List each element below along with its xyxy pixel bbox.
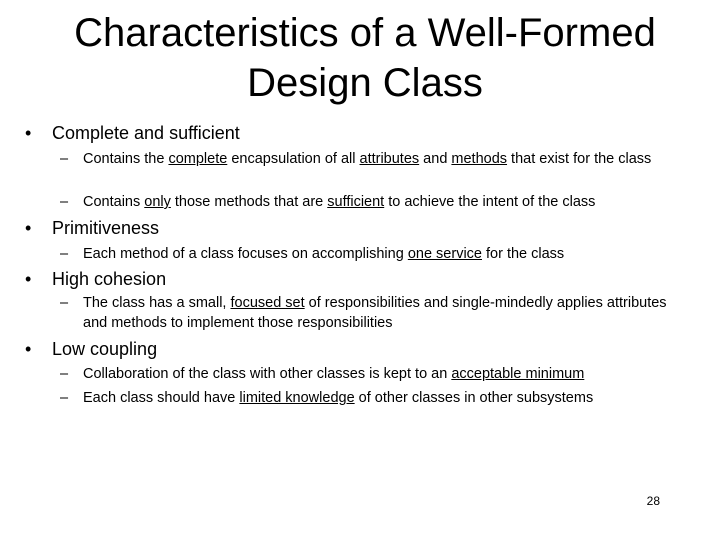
underlined-text: only: [144, 194, 171, 210]
text-run: for the class: [481, 246, 565, 262]
dash-marker: –: [60, 295, 69, 311]
text-run: those methods that are: [170, 194, 328, 210]
sub-bullet-text: [60, 193, 680, 213]
bullet-marker: •: [25, 218, 32, 238]
bullet-label: Complete and sufficient: [52, 123, 240, 143]
bullet-label: Primitiveness: [52, 218, 160, 238]
underlined-text: sufficient: [327, 194, 385, 210]
dash-marker: –: [60, 246, 69, 262]
sub-bullet-one-service: [60, 245, 680, 265]
sub-bullet-text: [60, 389, 680, 409]
dash-marker: –: [60, 194, 69, 210]
text-run: of responsibilities and single-mindedly applies attributes and methods to implement those responsibilities: [83, 295, 667, 331]
text-run: Each method of a class focuses on accomplishing: [83, 246, 408, 262]
underlined-text: limited knowledge: [239, 390, 355, 406]
text-run: Collaboration of the class with other classes is kept to an: [83, 366, 452, 382]
underlined-text: one service: [407, 246, 482, 262]
slide-title-line-2: Design Class: [247, 61, 483, 105]
bullet-marker: •: [25, 123, 32, 143]
text-run: that exist for the class: [507, 151, 652, 167]
sub-bullet-complete-encapsulation: [60, 150, 680, 170]
bullet-complete-and-sufficient: [25, 122, 240, 144]
sub-bullet-focused-set: [60, 294, 680, 333]
dash-marker: –: [60, 366, 69, 382]
text-run: and: [419, 151, 452, 167]
text-run: Contains the: [83, 151, 169, 167]
underlined-text: complete: [168, 151, 228, 167]
text-run: Each class should have: [83, 390, 240, 406]
slide-title-line-1: Characteristics of a Well-Formed: [74, 11, 656, 55]
text-run: to achieve the intent of the class: [384, 194, 596, 210]
bullet-marker: •: [25, 269, 32, 289]
bullet-high-cohesion: [25, 268, 166, 290]
underlined-text: methods: [451, 151, 508, 167]
bullet-label: Low coupling: [52, 339, 158, 359]
underlined-text: acceptable minimum: [451, 366, 585, 382]
text-run: The class has a small,: [83, 295, 231, 311]
sub-bullet-text: [60, 365, 680, 385]
sub-bullet-limited-knowledge: [60, 389, 680, 409]
sub-bullet-sufficient-methods: [60, 193, 680, 213]
text-run: of other classes in other subsystems: [354, 390, 594, 406]
slide-title: [40, 8, 690, 108]
bullet-primitiveness: [25, 217, 159, 239]
dash-marker: –: [60, 151, 69, 167]
text-run: Contains: [83, 194, 145, 210]
bullet-marker: •: [25, 339, 32, 359]
underlined-text: focused set: [230, 295, 305, 311]
sub-bullet-text: [60, 294, 680, 333]
underlined-text: attributes: [359, 151, 420, 167]
sub-bullet-text: [60, 245, 680, 265]
page-number: 28: [646, 494, 660, 508]
sub-bullet-text: [60, 150, 680, 170]
sub-bullet-acceptable-minimum: [60, 365, 680, 385]
bullet-label: High cohesion: [52, 269, 167, 289]
text-run: encapsulation of all: [227, 151, 360, 167]
bullet-low-coupling: [25, 338, 157, 360]
dash-marker: –: [60, 390, 69, 406]
